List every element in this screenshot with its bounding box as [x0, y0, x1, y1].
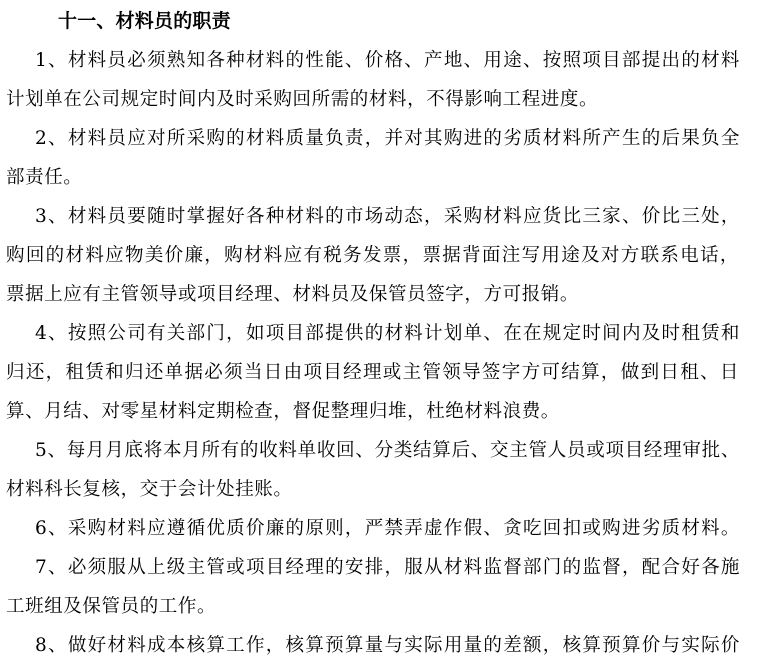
paragraph-line: 2、材料员应对所采购的材料质量负责，并对其购进的劣质材料所产生的后果负全: [35, 128, 740, 149]
paragraph-line: 计划单在公司规定时间内及时采购回所需的材料，不得影响工程进度。: [6, 89, 599, 110]
paragraph-line: 6、采购材料应遵循优质价廉的原则，严禁弄虚作假、贪吃回扣或购进劣质材料。: [35, 518, 740, 539]
paragraph-line: 算、月结、对零星材料定期检查，督促整理归堆，杜绝材料浪费。: [6, 401, 560, 422]
paragraph-line: 8、做好材料成本核算工作，核算预算量与实际用量的差额，核算预算价与实际价: [35, 635, 740, 656]
paragraph-line: 1、材料员必须熟知各种材料的性能、价格、产地、用途、按照项目部提出的材料: [35, 50, 740, 71]
paragraph-line: 材料科长复核，交于会计处挂账。: [6, 479, 293, 500]
paragraph-line: 4、按照公司有关部门，如项目部提供的材料计划单、在在规定时间内及时租赁和: [35, 323, 740, 344]
paragraph-line: 票据上应有主管领导或项目经理、材料员及保管员签字，方可报销。: [6, 284, 580, 305]
paragraph-line: 部责任。: [6, 167, 83, 188]
paragraph-line: 3、材料员要随时掌握好各种材料的市场动态，采购材料应货比三家、价比三处，: [35, 206, 740, 227]
paragraph-line: 归还，租赁和归还单据必须当日由项目经理或主管领导签字方可结算，做到日租、日: [6, 362, 739, 383]
section-heading: 十一、材料员的职责: [58, 10, 231, 32]
paragraph-line: 购回的材料应物美价廉，购材料应有税务发票，票据背面注写用途及对方联系电话，: [6, 245, 739, 266]
paragraph-line: 5、每月月底将本月所有的收料单收回、分类结算后、交主管人员或项目经理审批、: [35, 440, 740, 461]
paragraph-line: 7、必须服从上级主管或项目经理的安排，服从材料监督部门的监督，配合好各施: [35, 557, 740, 578]
paragraph-line: 工班组及保管员的工作。: [6, 596, 217, 617]
